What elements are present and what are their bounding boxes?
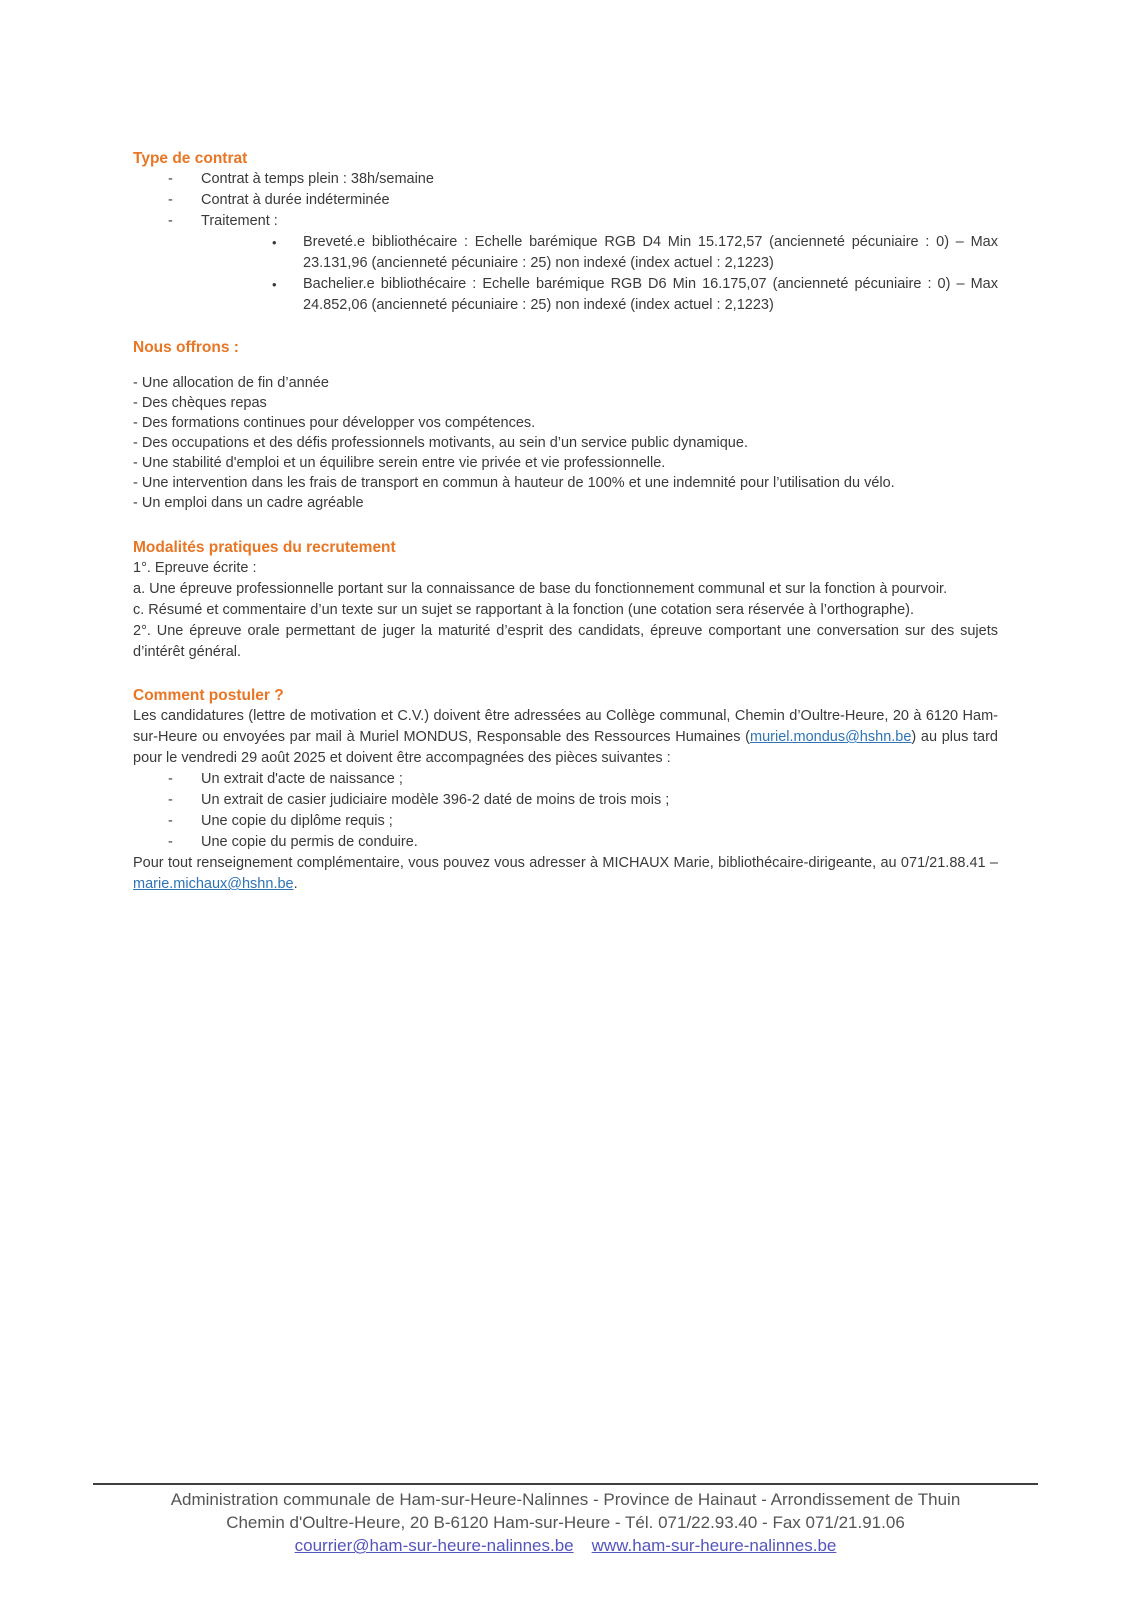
written-exam-item-a: a. Une épreuve professionnelle portant sur la connaissance de base du fonctionnement communal et sur la fonction à pourvoir. [133,581,948,597]
contact-paragraph [133,853,998,895]
contract-list [133,169,998,232]
dash-marker: - [168,171,173,187]
benefit-item: - Un emploi dans un cadre agréable [133,495,364,511]
list-item-text: Breveté.e bibliothécaire : Echelle barémique RGB D4 Min 15.172,57 (ancienneté pécuniaire : 0) – Max 23.131,96 (ancienneté pécuniaire : 25) non indexé (index actuel : 2,1223) [303,234,998,271]
email-link-muriel-mondus[interactable]: muriel.mondus@hshn.be [750,729,912,745]
footer-line-address: Chemin d'Oultre-Heure, 20 B-6120 Ham-sur-Heure - Tél. 071/22.93.40 - Fax 071/21.91.06 [226,1513,905,1532]
benefit-item: - Une intervention dans les frais de transport en commun à hauteur de 100% et une indemnité pour l’utilisation du vélo. [133,475,895,491]
list-item-text: Contrat à durée indéterminée [201,192,390,208]
contact-text-after: . [293,876,298,892]
bullet-marker: • [272,277,277,292]
dash-marker: - [168,813,173,829]
list-item-text: Traitement : [201,213,278,229]
list-item [133,811,998,832]
list-item [133,769,998,790]
application-text-before: Les candidatures (lettre de motivation et C.V.) doivent être adressées au Collège communal, Chemin d’Oultre-Heure, 20 à 6120 Ham-sur-Heure ou envoyées par mail à Muriel MONDUS, Responsable des Ressources Humaines ( [133,708,998,745]
salary-scale-list [133,232,998,316]
contact-text-before: Pour tout renseignement complémentaire, vous pouvez vous adresser à MICHAUX Marie, bibliothécaire-dirigeante, au 071/21.88.41 – [133,855,998,871]
application-paragraph [133,706,998,769]
heading-type-de-contrat: Type de contrat [133,150,248,167]
list-item-text: Bachelier.e bibliothécaire : Echelle barémique RGB D6 Min 16.175,07 (ancienneté pécuniaire : 0) – Max 24.852,06 (ancienneté pécuniaire : 25) non indexé (index actuel : 2,1223) [303,276,998,313]
list-item [133,274,998,316]
bullet-marker: • [272,235,277,250]
heading-comment-postuler: Comment postuler ? [133,687,284,704]
list-item-text: Un extrait de casier judiciaire modèle 396-2 daté de moins de trois mois ; [201,792,670,808]
list-item [133,832,998,853]
benefit-item: - Des formations continues pour développer vos compétences. [133,415,536,431]
benefit-item: - Une allocation de fin d’année [133,375,329,391]
list-item [133,190,998,211]
footer-website-link[interactable]: www.ham-sur-heure-nalinnes.be [591,1536,837,1555]
dash-marker: - [168,213,173,229]
benefits-list [133,373,998,513]
list-item [133,790,998,811]
email-link-marie-michaux[interactable]: marie.michaux@hshn.be [133,876,294,892]
dash-marker: - [168,771,173,787]
required-documents-list [133,769,998,853]
benefit-item: - Une stabilité d'emploi et un équilibre serein entre vie privée et vie professionnelle. [133,455,666,471]
heading-modalites: Modalités pratiques du recrutement [133,539,396,556]
document-body [133,148,998,895]
written-exam-intro: 1°. Epreuve écrite : [133,560,257,576]
oral-exam-paragraph: 2°. Une épreuve orale permettant de juger la maturité d’esprit des candidats, épreuve comportant une conversation sur des sujets d’intérêt général. [133,623,998,660]
list-item [133,169,998,190]
footer-email-link[interactable]: courrier@ham-sur-heure-nalinnes.be [294,1536,574,1555]
footer-line-administration: Administration communale de Ham-sur-Heure-Nalinnes - Province de Hainaut - Arrondissement de Thuin [170,1490,961,1509]
dash-marker: - [168,792,173,808]
footer-links [93,1534,1038,1557]
list-item [133,211,998,232]
application-text-after: ) au plus tard pour le vendredi 29 août 2025 et doivent être accompagnées des pièces suivantes : [133,729,998,766]
list-item-text: Une copie du permis de conduire. [201,834,418,850]
heading-nous-offrons: Nous offrons : [133,339,239,356]
dash-marker: - [168,192,173,208]
benefit-item: - Des chèques repas [133,395,267,411]
list-item-text: Un extrait d'acte de naissance ; [201,771,403,787]
benefit-item: - Des occupations et des défis professionnels motivants, au sein d’un service public dynamique. [133,435,748,451]
list-item [133,232,998,274]
list-item-text: Contrat à temps plein : 38h/semaine [201,171,434,187]
dash-marker: - [168,834,173,850]
written-exam-item-c: c. Résumé et commentaire d’un texte sur un sujet se rapportant à la fonction (une cotation sera réservée à l’orthographe). [133,602,915,618]
page-footer [93,1483,1038,1557]
list-item-text: Une copie du diplôme requis ; [201,813,393,829]
